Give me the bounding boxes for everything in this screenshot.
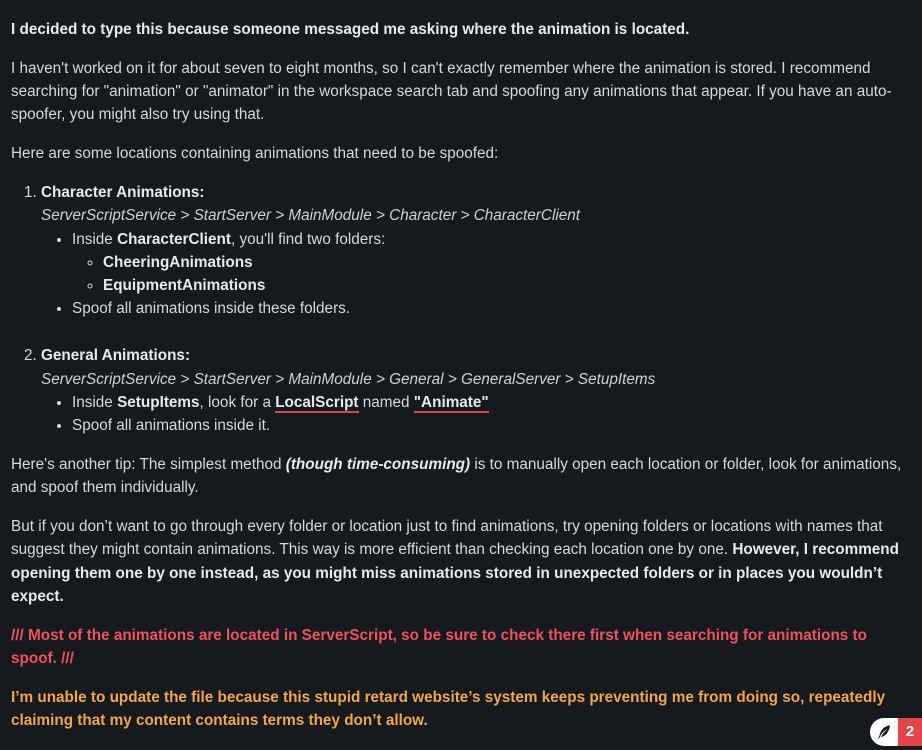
list-item-title: Character Animations: [41, 183, 205, 201]
paragraph-3: But if you don’t want to go through every folder or location just to find animations, try opening folders or locations with names that suggest they might contain animations. This way is more efficient than checking each location one by one. However, I recommend opening them one by one instead, as you might miss animations stored in unexpected folders or in places you wouldn’t expect. [11, 518, 899, 605]
localscript-link[interactable]: LocalScript [275, 393, 359, 411]
list-item: • Inside SetupItems, look for a LocalScript named "Animate" [72, 391, 911, 414]
red-note: /// Most of the animations are located in ServerScript, so be sure to check there first when searching for animations to spoof. /// [11, 626, 867, 668]
post-content [11, 18, 911, 748]
badge-count: 2 [898, 718, 922, 746]
location-path: ServerScriptService > StartServer > MainModule > Character > CharacterClient [41, 207, 581, 225]
folder-item: ◦ EquipmentAnimations [103, 274, 911, 297]
orange-note: I’m unable to update the file because this stupid retard website’s system keeps preventing me from doing so, repeatedly claiming that my content contains terms they don’t allow. [11, 688, 886, 730]
list-item-character [41, 181, 911, 321]
notification-badge[interactable] [870, 718, 922, 746]
folder-item: ◦ CheeringAnimations [103, 251, 911, 274]
list-item: • Spoof all animations inside it. [72, 414, 911, 437]
locations-list [11, 181, 911, 437]
feather-icon [870, 718, 898, 746]
paragraph-1: I haven't worked on it for about seven to eight months, so I can't exactly remember where the animation is stored. I recommend searching for "animation" or "animator" in the workspace search tab and spoofing any animations that appear. If you have an auto-spoofer, you might also try using that. [11, 59, 892, 124]
location-path: ServerScriptService > StartServer > MainModule > General > GeneralServer > SetupItems [41, 370, 656, 388]
list-item: • Spoof all animations inside these folders. [72, 297, 911, 320]
list-item-title: General Animations: [41, 347, 191, 365]
tip-paragraph: Here's another tip: The simplest method (though time-consuming) is to manually open each location or folder, look for animations, and spoof them individually. [11, 455, 902, 497]
intro-text: I decided to type this because someone messaged me asking where the animation is located. [11, 21, 690, 38]
animate-link[interactable]: "Animate" [413, 393, 489, 411]
list-item-general [41, 344, 911, 437]
paragraph-2: Here are some locations containing animations that need to be spoofed: [11, 145, 499, 163]
list-item: • Inside CharacterClient, you'll find two folders: ◦ CheeringAnimations ◦ EquipmentAnimations [72, 228, 911, 298]
